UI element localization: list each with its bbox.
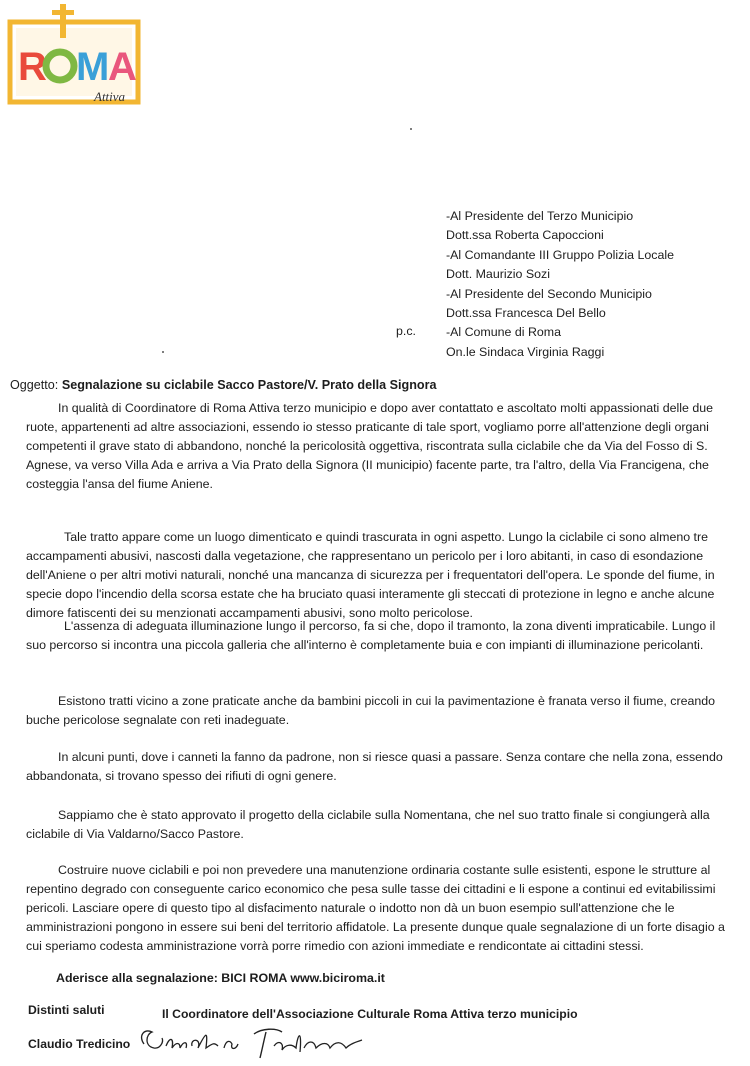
pc-label: p.c. <box>396 324 416 338</box>
subject-line <box>10 378 437 392</box>
paragraph-text: Esistono tratti vicino a zone praticate anche da bambini piccoli in cui la pavimentazione è franata verso il fiume, creando buche pericolose segnalate con reti inadeguate. <box>26 694 716 727</box>
body-paragraph-2 <box>26 528 738 623</box>
logo-letter-a: A <box>108 45 137 89</box>
recipient-line: Dott.ssa Roberta Capoccioni <box>446 228 604 243</box>
paragraph-text: Tale tratto appare come un luogo dimenticato e quindi trascurata in ogni aspetto. Lungo la ciclabile ci sono almeno tre accampamenti abusivi, nascosti dalla vegetazione, che rappresentano un pericolo per i loro abitanti, in caso di esondazione dell'Aniene o per altri motivi naturali, nonché una mancanza di sicurezza per i frequentatori dell'opera. Le sponde del fiume, in specie dopo l'incendio della scorsa estate che ha bruciato quasi interamente gli steccati di protezione in legno e anche alcune dimore fatiscenti dei su menzionati accampamenti abusivi, sono molto pericolose. <box>26 530 715 620</box>
signer-name: Claudio Tredicino <box>28 1037 131 1051</box>
subject-label: Oggetto: <box>10 378 59 392</box>
recipient-line: Dott.ssa Francesca Del Bello <box>446 306 606 321</box>
recipients-block <box>446 207 674 362</box>
roma-attiva-logo <box>6 2 148 106</box>
paragraph-text: Costruire nuove ciclabili e poi non prevedere una manutenzione ordinaria costante sulle esistenti, espone le strutture al repentino degrado con conseguente carico economico che pesa sulle tasse dei cittadini e li espone a continui ed evitabilissimi pericoli. Lasciare opere di questo tipo al disfacimento naturale o indotto non dà un buon esempio sull'attenzione che le amministrazioni pongono in essere sui beni del territorio affidatole. La presente dunque quale segnalazione di un forte disagio a cui speriamo codesta amministrazione vorrà porre rimedio con azioni immediate e rendicontate ai cittadini stessi. <box>26 863 725 953</box>
scan-speck <box>162 351 164 353</box>
recipient-line: Dott. Maurizio Sozi <box>446 267 550 282</box>
paragraph-text: In alcuni punti, dove i canneti la fanno da padrone, non si riesce quasi a passare. Senza contare che nella zona, essendo abbandonata, si trovano spesso dei rifiuti di ogni genere. <box>26 750 723 783</box>
logo-cross-icon <box>60 4 66 38</box>
body-paragraph-4 <box>26 692 738 730</box>
roma-attiva-logo-graphic <box>6 2 148 106</box>
body-paragraph-5 <box>26 748 738 786</box>
recipient-line: -Al Comune di Roma <box>446 325 562 340</box>
recipient-line: -Al Comandante III Gruppo Polizia Locale <box>446 247 674 262</box>
paragraph-text: L'assenza di adeguata illuminazione lungo il percorso, fa si che, dopo il tramonto, la zona diventi impraticabile. Lungo il suo percorso si incontra una piccola galleria che all'interno è completamente buia e con impianti di illuminazione pericolanti. <box>26 619 716 652</box>
coordinator-title: Il Coordinatore dell'Associazione Culturale Roma Attiva terzo municipio <box>162 1007 578 1021</box>
recipient-line: -Al Presidente del Terzo Municipio <box>446 209 634 223</box>
body-paragraph-3 <box>26 617 738 655</box>
logo-subtitle: Attiva <box>94 89 126 104</box>
body-paragraph-1 <box>26 399 738 494</box>
handwritten-signature <box>136 1022 366 1061</box>
logo-letter-r: R <box>18 45 47 89</box>
adhesion-note: Aderisce alla segnalazione: BICI ROMA www.biciroma.it <box>56 971 385 985</box>
signature-strokes <box>136 1022 366 1061</box>
subject-text: Segnalazione su ciclabile Sacco Pastore/V. Prato della Signora <box>61 378 437 392</box>
logo-letter-m: M <box>76 45 110 89</box>
scan-speck <box>410 128 412 130</box>
closing-salutation: Distinti saluti <box>28 1003 105 1017</box>
recipient-line: On.le Sindaca Virginia Raggi <box>446 344 605 359</box>
body-paragraph-7 <box>26 861 738 956</box>
paragraph-text: In qualità di Coordinatore di Roma Attiva terzo municipio e dopo aver contattato e ascoltato molti appassionati delle due ruote, appartenenti ad altre associazioni, essendo io stesso praticante di tale sport, vogliamo porre all'attenzione degli organi competenti il grave stato di abbandono, nonché la pericolosità oggettiva, riscontrata sulla ciclabile che da Via del Fosso di S. Agnese, va verso Villa Ada e arriva a Via Prato della Signora (II municipio) facente parte, tra l'altro, della Via Francigena, che costeggia l'ansa del fiume Aniene. <box>26 401 714 491</box>
recipient-line: -Al Presidente del Secondo Municipio <box>446 286 652 301</box>
body-paragraph-6 <box>26 806 738 844</box>
paragraph-text: Sappiamo che è stato approvato il progetto della ciclabile sulla Nomentana, che nel suo tratto finale si congiungerà alla ciclabile di Via Valdarno/Sacco Pastore. <box>26 808 710 841</box>
